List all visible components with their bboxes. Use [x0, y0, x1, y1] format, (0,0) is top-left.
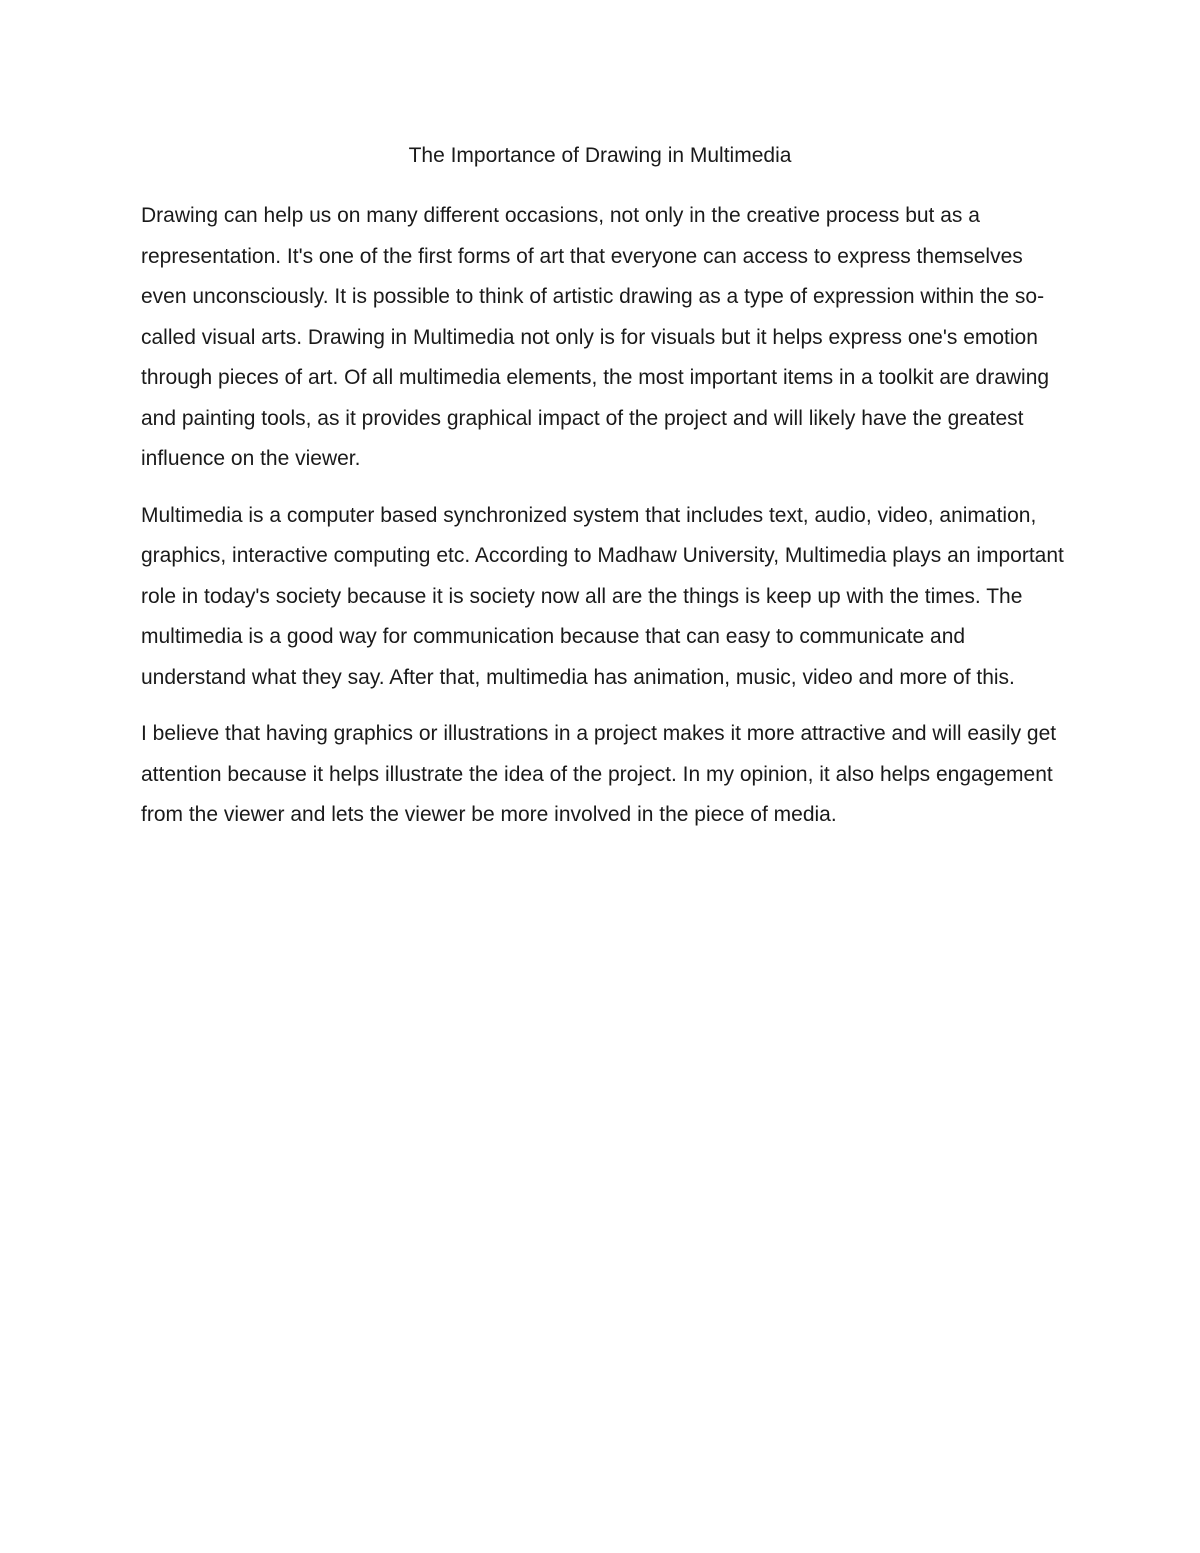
paragraph-3: I believe that having graphics or illustrations in a project makes it more attractive and will easily get attention because it helps illustrate the idea of the project. In my opinion, it also helps engagement from the viewer and lets the viewer be more involved in the piece of media. [141, 722, 1057, 826]
document-title: The Importance of Drawing in Multimedia [408, 144, 792, 167]
paragraph-1: Drawing can help us on many different occasions, not only in the creative process but as a representation. It's one of the first forms of art that everyone can access to express themselves even unconsciously. It is possible to think of artistic drawing as a type of expression within the so-called visual arts. Drawing in Multimedia not only is for visuals but it helps express one's emotion through pieces of art. Of all multimedia elements, the most important items in a toolkit are drawing and painting tools, as it provides graphical impact of the project and will likely have the greatest influence on the viewer. [141, 204, 1050, 470]
document-body [141, 196, 1066, 852]
paragraph-2: Multimedia is a computer based synchronized system that includes text, audio, video, animation, graphics, interactive computing etc. According to Madhaw University, Multimedia plays an important role in today's society because it is society now all are the things is keep up with the times. The multimedia is a good way for communication because that can easy to communicate and understand what they say. After that, multimedia has animation, music, video and more of this. [141, 503, 1064, 689]
